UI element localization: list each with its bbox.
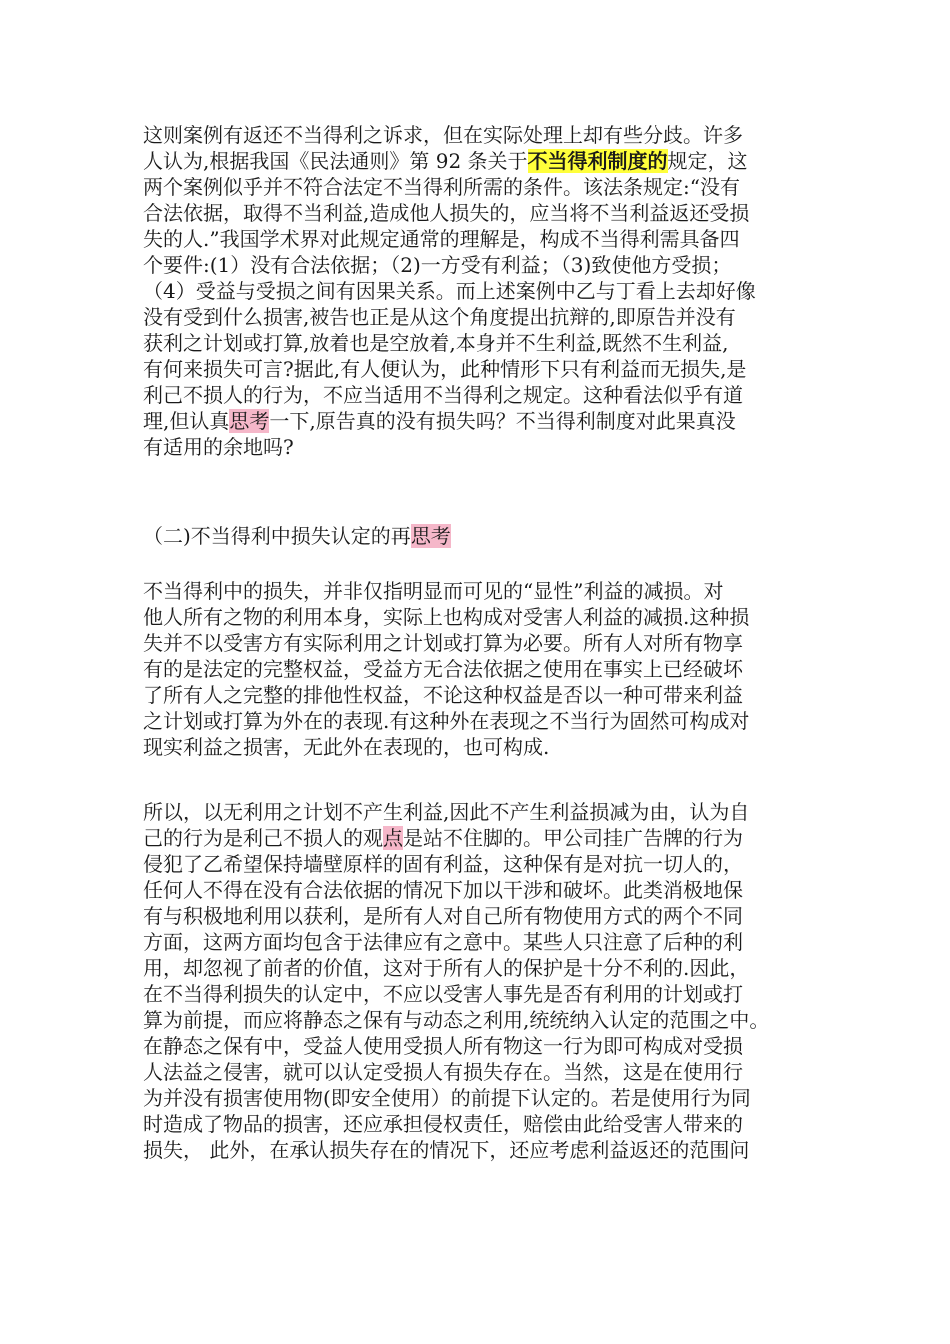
- text-line: 了所有人之完整的排他性权益，不论这种权益是否以一种可带来利益: [143, 683, 743, 707]
- text-line: 获利之计划或打算,放着也是空放着,本身并不生利益,既然不生利益,: [143, 331, 729, 355]
- text-line: 利己不损人的行为，不应当适用不当得利之规定。这种看法似乎有道: [143, 383, 743, 407]
- text-line: 用，却忽视了前者的价值，这对于所有人的保护是十分不利的.因此，: [143, 956, 750, 980]
- text-line: 在静态之保有中，受益人使用受损人所有物这一行为即可构成对受损: [143, 1034, 743, 1058]
- text-line: 时造成了物品的损害，还应承担侵权责任，赔偿由此给受害人带来的: [143, 1112, 743, 1136]
- text-line: 之计划或打算为外在的表现.有这种外在表现之不当行为固然可构成对: [143, 709, 750, 733]
- heading-text: （二)不当得利中损失认定的再: [143, 524, 411, 548]
- highlighted-phrase: 不当得利制度的: [527, 149, 668, 173]
- text-line: 所以，以无利用之计划不产生利益,因此不产生利益损减为由，认为自: [143, 800, 750, 824]
- text-line: 合法依据，取得不当利益,造成他人损失的，应当将不当利益返还受损: [143, 201, 750, 225]
- text-line: 理,但认真思考一下,原告真的没有损失吗？不当得利制度对此果真没: [143, 409, 736, 433]
- text-line: 损失， 此外，在承认损失存在的情况下，还应考虑利益返还的范围问: [143, 1138, 750, 1162]
- text-line: 有适用的余地吗?: [143, 435, 294, 459]
- text-line: 任何人不得在没有合法依据的情况下加以干涉和破坏。此类消极地保: [143, 878, 743, 902]
- text-line: 人法益之侵害，就可以认定受损人有损失存在。当然，这是在使用行: [143, 1060, 743, 1084]
- paragraph-1: [143, 122, 843, 460]
- text-line: 算为前提，而应将静态之保有与动态之利用,统统纳入认定的范围之中。: [143, 1008, 770, 1032]
- paragraph-2: [143, 578, 843, 760]
- section-heading: [143, 523, 843, 549]
- text-line: 没有受到什么损害,被告也正是从这个角度提出抗辩的,即原告并没有: [143, 305, 736, 329]
- text-line: 有的是法定的完整权益，受益方无合法依据之使用在事实上已经破坏: [143, 657, 743, 681]
- text-line: （4）受益与受损之间有因果关系。而上述案例中乙与丁看上去却好像: [143, 279, 756, 303]
- text-line: 两个案例似乎并不符合法定不当得利所需的条件。该法条规定:“没有: [143, 175, 740, 199]
- highlighted-word: 思考: [410, 524, 451, 548]
- text-line: 有与积极地利用以获利，是所有人对自己所有物使用方式的两个不同: [143, 904, 743, 928]
- text-line: 有何来损失可言?据此,有人便认为，此种情形下只有利益而无损失,是: [143, 357, 747, 381]
- text-line: 失的人.”我国学术界对此规定通常的理解是，构成不当得利需具备四: [143, 227, 740, 251]
- text-line: 己的行为是利己不损人的观点是站不住脚的。甲公司挂广告牌的行为: [143, 826, 743, 850]
- paragraph-3: [143, 799, 843, 1163]
- text-line: 不当得利中的损失，并非仅指明显而可见的“显性”利益的减损。对: [143, 579, 724, 603]
- highlighted-word: 点: [383, 826, 403, 850]
- text-line: 失并不以受害方有实际利用之计划或打算为必要。所有人对所有物享: [143, 631, 743, 655]
- text-line: 为并没有损害使用物(即安全使用）的前提下认定的。若是使用行为同: [143, 1086, 751, 1110]
- text-line: 现实利益之损害，无此外在表现的，也可构成.: [143, 735, 550, 759]
- text-line: 人认为,根据我国《民法通则》第 92 条关于不当得利制度的规定，这: [143, 149, 748, 173]
- text-line: 在不当得利损失的认定中，不应以受害人事先是否有利用的计划或打: [143, 982, 743, 1006]
- text-line: 这则案例有返还不当得利之诉求，但在实际处理上却有些分歧。许多: [143, 123, 743, 147]
- text-line: 他人所有之物的利用本身，实际上也构成对受害人利益的减损.这种损: [143, 605, 750, 629]
- text-line: 侵犯了乙希望保持墙壁原样的固有利益，这种保有是对抗一切人的，: [143, 852, 743, 876]
- highlighted-word: 思考: [229, 409, 270, 433]
- text-line: 个要件:(1）没有合法依据；（2)一方受有利益；（3)致使他方受损；: [143, 253, 732, 277]
- text-line: 方面，这两方面均包含于法律应有之意中。某些人只注意了后种的利: [143, 930, 743, 954]
